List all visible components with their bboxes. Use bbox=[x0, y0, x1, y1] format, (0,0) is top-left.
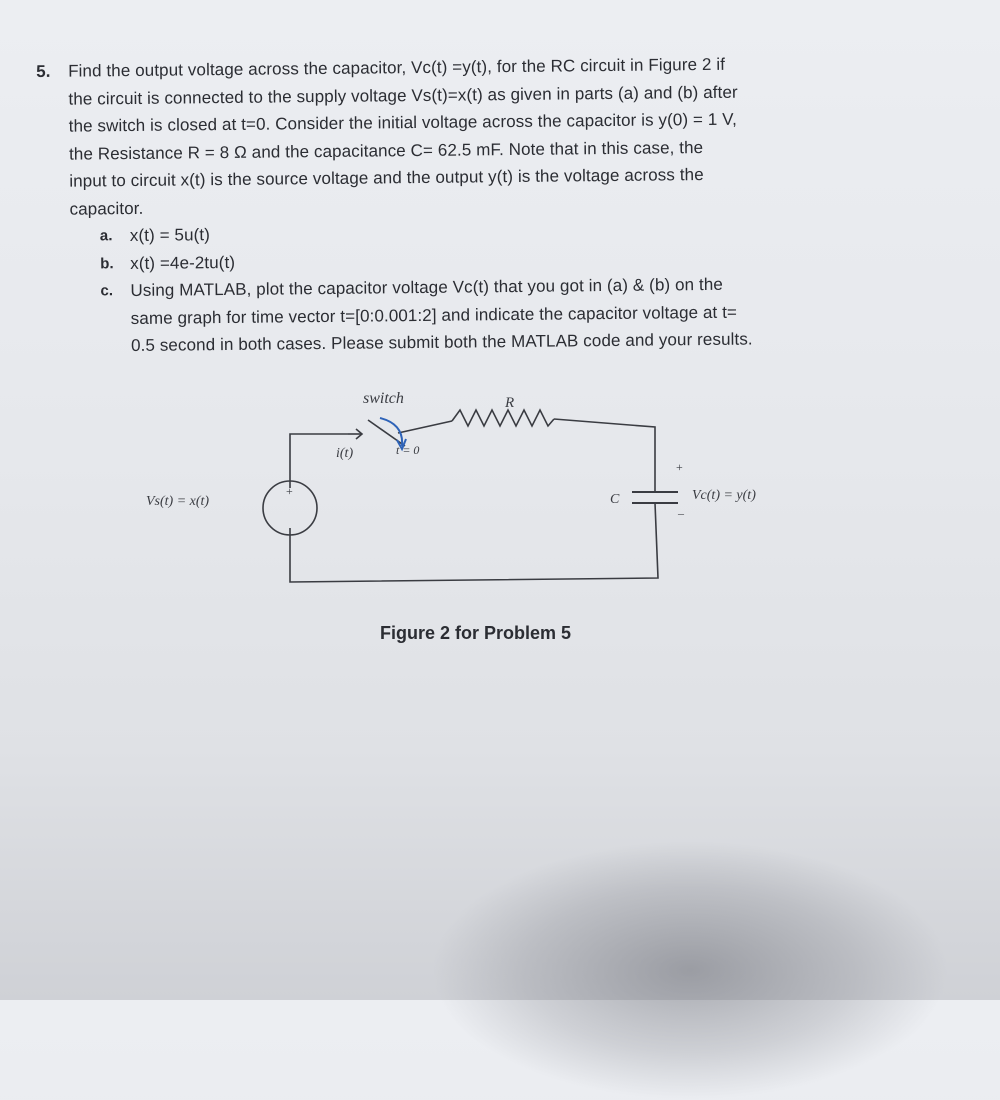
part-text: x(t) = 5u(t) bbox=[129, 225, 211, 246]
capacitor-plus-sign: + bbox=[676, 460, 683, 474]
source-plus-sign: + bbox=[286, 484, 293, 498]
source-label: Vs(t) = x(t) bbox=[146, 494, 210, 509]
wire-switch-resistor bbox=[398, 421, 452, 433]
problem-5 bbox=[36, 49, 939, 361]
rc-circuit-figure bbox=[120, 380, 840, 610]
part-line: Using MATLAB, plot the capacitor voltage Vc(t) that you got in (a) & (b) on the bbox=[130, 274, 723, 301]
problem-line: the switch is closed at t=0. Consider the initial voltage across the capacitor is y(0) = 1 V, bbox=[68, 109, 738, 136]
problem-parts bbox=[100, 214, 939, 360]
part-c bbox=[100, 269, 939, 360]
problem-line: Find the output voltage across the capacitor, Vc(t) =y(t), for the RC circuit in Figure 2 if bbox=[68, 54, 726, 81]
wire-right-bottom bbox=[290, 503, 658, 582]
problem-line: input to circuit x(t) is the source voltage and the output y(t) is the voltage across the bbox=[69, 165, 704, 191]
part-line: same graph for time vector t=[0:0.001:2] and indicate the capacitor voltage at t= bbox=[130, 302, 738, 328]
part-letter: a. bbox=[99, 227, 113, 245]
part-line: 0.5 second in both cases. Please submit both the MATLAB code and your results. bbox=[130, 329, 753, 356]
figure-caption: Figure 2 for Problem 5 bbox=[380, 623, 572, 643]
resistor-zigzag bbox=[452, 410, 554, 426]
part-letter: c. bbox=[100, 282, 114, 300]
resistor-label: R bbox=[505, 395, 515, 411]
wire-top-right bbox=[554, 419, 655, 492]
problem-line: the circuit is connected to the supply voltage Vs(t)=x(t) as given in parts (a) and (b) after bbox=[68, 82, 738, 109]
capacitor-minus-sign: – bbox=[678, 506, 684, 520]
switch-time-label: t = 0 bbox=[396, 443, 420, 457]
current-label: i(t) bbox=[336, 446, 354, 461]
part-letter: b. bbox=[100, 254, 114, 272]
part-text: x(t) =4e-2tu(t) bbox=[130, 252, 236, 273]
photo-shadow bbox=[430, 840, 950, 1100]
problem-statement bbox=[68, 49, 938, 223]
problem-number: 5. bbox=[36, 61, 51, 81]
switch-label: switch bbox=[363, 390, 404, 407]
part-text bbox=[130, 271, 753, 360]
problem-line: capacitor. bbox=[69, 198, 144, 219]
capacitor-label: C bbox=[610, 492, 620, 507]
problem-line: the Resistance R = 8 Ω and the capacitance C= 62.5 mF. Note that in this case, the bbox=[68, 137, 704, 164]
output-voltage-label: Vc(t) = y(t) bbox=[692, 488, 756, 503]
